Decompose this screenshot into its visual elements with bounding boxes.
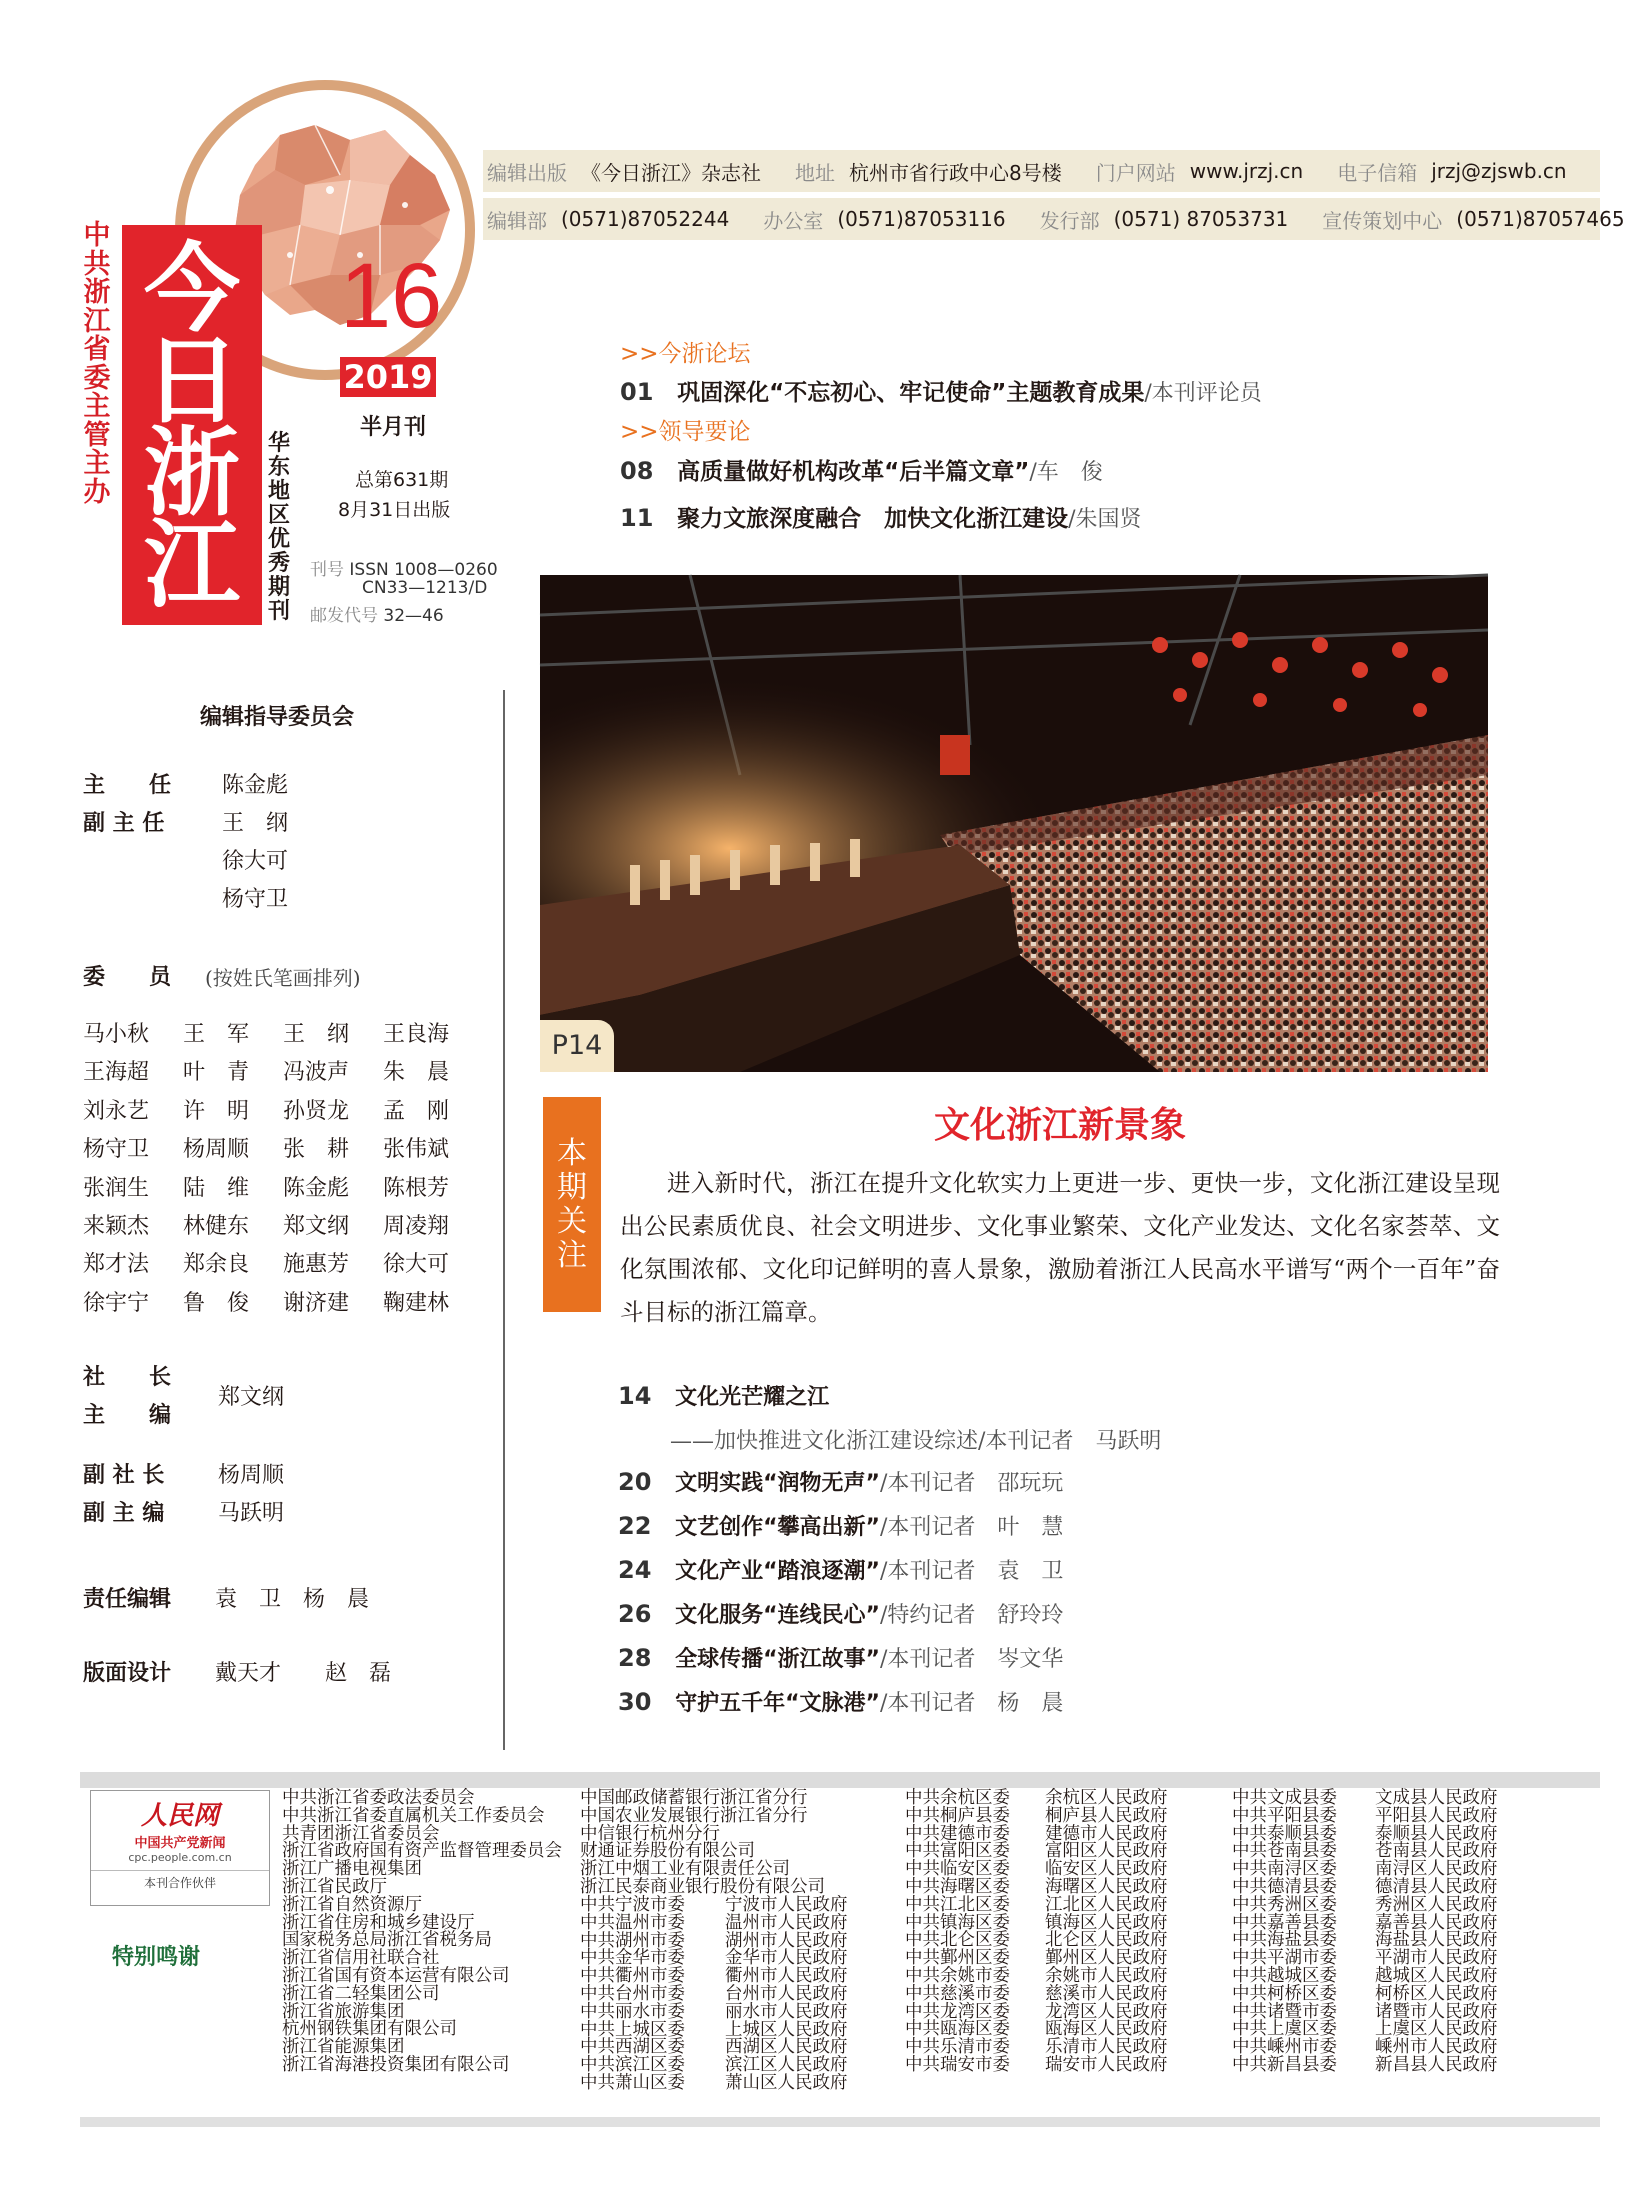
publication-period: 半月刊 <box>360 415 427 440</box>
toc-title: 聚力文旅深度融合 加快文化浙江建设 <box>677 506 1069 532</box>
theater-photo-image <box>540 575 1488 1072</box>
sponsor-item: 苍南县人民政府 <box>1375 1841 1498 1862</box>
member-name: 陆 维 <box>183 1175 250 1201</box>
logo-char: 浙 <box>144 416 240 529</box>
toc-item[interactable] <box>618 1642 1063 1673</box>
sponsor-item: 越城区人民政府 <box>1375 1965 1498 1986</box>
toc-author: /本刊记者 岑文华 <box>880 1647 1064 1672</box>
partner-logo: 人民网 <box>140 1801 219 1831</box>
designers-label: 版面设计 <box>83 1661 172 1686</box>
section-header-forum: >>今浙论坛 <box>620 341 751 367</box>
sponsor-list-1 <box>282 1790 562 2075</box>
sponsor-item: 南浔区人民政府 <box>1375 1859 1498 1880</box>
vice-director-label: 副 主 任 <box>83 811 165 836</box>
partner-tag: 本刊合作伙伴 <box>91 1870 269 1891</box>
sponsor-list-3-left <box>905 1790 1010 2075</box>
toc-title: 文艺创作“攀高出新” <box>675 1515 881 1540</box>
toc-item[interactable] <box>618 1380 829 1411</box>
sponsor-item: 中共上虞区委 <box>1232 2019 1337 2040</box>
toc-item[interactable] <box>618 1598 1063 1629</box>
sponsor-item: 诸暨市人民政府 <box>1375 2001 1498 2022</box>
director-name: 陈金彪 <box>222 773 289 798</box>
sponsor-item: 西湖区人民政府 <box>725 2037 848 2058</box>
postal-label: 邮发代号 <box>310 606 378 626</box>
sponsor-item: 中共慈溪市委 <box>905 1983 1010 2004</box>
chief-editor-label: 主 编 <box>83 1403 172 1428</box>
toc-title: 文明实践“润物无声” <box>675 1471 881 1496</box>
distribution-label: 发行部 <box>1039 208 1100 233</box>
designers-names: 戴天才 赵 磊 <box>215 1661 392 1686</box>
sponsor-item: 泰顺县人民政府 <box>1375 1823 1498 1844</box>
feature-tag-char: 注 <box>557 1237 587 1273</box>
special-thanks: 特别鸣谢 <box>112 1944 201 1970</box>
sponsor-item: 中共萧山区委 <box>580 2072 685 2093</box>
sponsor-item: 中共温州市委 <box>580 1912 685 1933</box>
sponsor-item: 余姚市人民政府 <box>1045 1965 1168 1986</box>
member-name: 郑文纲 <box>283 1213 350 1239</box>
sponsor-item: 中共余姚市委 <box>905 1965 1010 1986</box>
toc-item[interactable] <box>620 453 1103 486</box>
sponsor-item: 中共金华市委 <box>580 1948 685 1969</box>
editorial-label: 编辑部 <box>487 208 547 233</box>
issn-value: ISSN 1008—0260 <box>349 560 498 580</box>
vice-president-name: 杨周顺 <box>218 1463 285 1488</box>
email-label: 电子信箱 <box>1337 160 1418 185</box>
contact-bar-2 <box>483 198 1625 240</box>
president-chief-name: 郑文纲 <box>218 1385 285 1410</box>
toc-page-number: 28 <box>618 1644 652 1672</box>
sponsor-item: 中共海曙区委 <box>905 1876 1010 1897</box>
vice-director-name: 徐大可 <box>222 849 289 874</box>
sponsor-item: 台州市人民政府 <box>725 1983 848 2004</box>
member-name: 谢济建 <box>283 1290 350 1316</box>
sponsor-list-4-left <box>1232 1790 1337 2075</box>
member-name: 徐大可 <box>383 1252 450 1278</box>
sponsor-item: 中共鄞州区委 <box>905 1948 1010 1969</box>
sponsor-item: 丽水市人民政府 <box>725 2001 848 2022</box>
sponsor-item: 中共江北区委 <box>905 1894 1010 1915</box>
members-label: 委 员 <box>83 965 172 990</box>
toc-page-number: 30 <box>618 1688 652 1716</box>
member-name: 郑才法 <box>83 1252 150 1278</box>
toc-author: /本刊记者 袁 卫 <box>880 1559 1064 1584</box>
sponsor-item: 上虞区人民政府 <box>1375 2019 1498 2040</box>
member-name: 叶 青 <box>183 1060 250 1086</box>
member-name: 鲁 俊 <box>183 1290 250 1316</box>
feature-tag-char: 本 <box>557 1135 587 1171</box>
total-issue: 总第631期 <box>355 469 449 491</box>
sponsor-item: 中共临安区委 <box>905 1859 1010 1880</box>
vice-chief-label: 副 主 编 <box>83 1501 165 1526</box>
member-name: 周凌翔 <box>383 1213 450 1239</box>
toc-page-number: 20 <box>618 1468 652 1496</box>
sponsor-item: 中共越城区委 <box>1232 1965 1337 1986</box>
editorial-phone: (0571)87052244 <box>561 207 730 231</box>
sponsor-item: 中共上城区委 <box>580 2019 685 2040</box>
toc-item[interactable] <box>618 1466 1063 1497</box>
sponsor-item: 乐清市人民政府 <box>1045 2037 1168 2058</box>
members-note: (按姓氏笔画排列) <box>205 966 361 990</box>
partner-subtitle: 中国共产党新闻 <box>134 1836 226 1851</box>
sponsor-item: 中共海盐县委 <box>1232 1930 1337 1951</box>
feature-title: 文化浙江新景象 <box>933 1105 1186 1146</box>
sponsor-item: 中共南浔区委 <box>1232 1859 1337 1880</box>
sponsor-item: 共青团浙江省委员会 <box>282 1823 440 1844</box>
toc-title: 巩固深化“不忘初心、牢记使命”主题教育成果 <box>677 380 1145 406</box>
member-name: 朱 晨 <box>383 1060 450 1086</box>
sponsor-item: 中共秀洲区委 <box>1232 1894 1337 1915</box>
sponsor-item: 慈溪市人民政府 <box>1045 1983 1168 2004</box>
feature-photo <box>540 575 1488 1072</box>
page-tab-p14: P14 <box>540 1020 614 1072</box>
sponsor-item: 嵊州市人民政府 <box>1375 2037 1498 2058</box>
toc-author: /特约记者 舒玲玲 <box>880 1603 1064 1628</box>
sponsor-item: 中共北仑区委 <box>905 1930 1010 1951</box>
sponsor-item: 湖州市人民政府 <box>725 1930 848 1951</box>
sponsor-item: 中共柯桥区委 <box>1232 1983 1337 2004</box>
website-value[interactable]: www.jrzj.cn <box>1189 159 1304 183</box>
sponsor-item: 中共镇海区委 <box>905 1912 1010 1933</box>
sponsor-item: 中共嵊州市委 <box>1232 2037 1337 2058</box>
sponsor-item: 中共苍南县委 <box>1232 1841 1337 1862</box>
sponsor-item: 中共瑞安市委 <box>905 2054 1010 2075</box>
sponsor-item: 中共丽水市委 <box>580 2001 685 2022</box>
member-name: 马小秋 <box>83 1022 150 1047</box>
sponsor-item: 中国邮政储蓄银行浙江省分行 <box>580 1788 808 1808</box>
logo-char: 江 <box>144 508 240 621</box>
sponsor-item: 中共衢州市委 <box>580 1966 685 1987</box>
sponsor-list-2b-right <box>725 1897 848 2093</box>
sponsor-item: 温州市人民政府 <box>725 1912 848 1933</box>
member-name: 徐宇宁 <box>83 1290 150 1316</box>
member-name: 陈根芳 <box>383 1175 450 1201</box>
sponsor-item: 浙江省国有资本运营有限公司 <box>282 1965 510 1986</box>
member-name: 张 耕 <box>283 1137 350 1163</box>
sponsor-item: 浙江省旅游集团 <box>282 2001 405 2022</box>
issue-number: 16 <box>340 245 443 347</box>
logo-char: 日 <box>144 324 240 437</box>
toc-page-number: 22 <box>618 1512 652 1540</box>
partner-url: cpc.people.com.cn <box>128 1851 232 1864</box>
sponsor-item: 中共湖州市委 <box>580 1930 685 1951</box>
sponsor-item: 北仑区人民政府 <box>1045 1930 1168 1951</box>
sponsor-item: 金华市人民政府 <box>725 1948 848 1969</box>
office-label: 办公室 <box>763 208 824 233</box>
sponsor-item: 中共富阳区委 <box>905 1841 1010 1862</box>
sponsor-item: 建德市人民政府 <box>1045 1823 1168 1844</box>
sponsor-item: 宁波市人民政府 <box>725 1895 848 1915</box>
toc-title: 文化光芒耀之江 <box>675 1385 830 1410</box>
president-label: 社 长 <box>83 1365 172 1390</box>
sponsor-item: 中国农业发展银行浙江省分行 <box>580 1805 808 1826</box>
sponsor-item: 柯桥区人民政府 <box>1375 1983 1498 2004</box>
committee-title: 编辑指导委员会 <box>200 705 355 730</box>
toc-author: /本刊评论员 <box>1144 381 1262 406</box>
sponsor-item: 海曙区人民政府 <box>1045 1876 1168 1897</box>
toc-author: /本刊记者 叶 慧 <box>880 1515 1064 1540</box>
sponsor-item: 萧山区人民政府 <box>725 2072 848 2093</box>
sponsor-item: 中共平阳县委 <box>1232 1805 1337 1826</box>
sponsor-item: 余杭区人民政府 <box>1045 1788 1168 1808</box>
contact-bar-1 <box>483 150 1600 192</box>
sponsor-item: 瓯海区人民政府 <box>1045 2019 1168 2040</box>
sponsor-item: 中信银行杭州分行 <box>580 1823 720 1844</box>
toc-page-number: 08 <box>620 457 654 485</box>
sponsor-list-4-right <box>1375 1790 1498 2075</box>
feature-body: 进入新时代，浙江在提升文化软实力上更进一步、更快一步，文化浙江建设呈现出公民素质优良、社会文明进步、文化事业繁荣、文化产业发达、文化名家荟萃、文化氛围浓郁、文化印记鲜明的喜人景象，激励着浙江人民高水平谱写“两个一百年”奋斗目标的浙江篇章。 <box>620 1169 1500 1326</box>
sponsor-item: 中共余杭区委 <box>905 1788 1010 1808</box>
toc-page-number: 14 <box>618 1382 652 1410</box>
email-value[interactable]: jrzj@zjswb.cn <box>1431 159 1567 183</box>
sponsor-item: 中共新昌县委 <box>1232 2054 1337 2075</box>
feature-tag-char: 关 <box>557 1203 587 1239</box>
sponsor-item: 浙江省政府国有资产监督管理委员会 <box>282 1841 562 1862</box>
member-name: 张伟斌 <box>383 1137 450 1163</box>
toc-item[interactable] <box>620 374 1262 407</box>
column-divider <box>503 690 505 1750</box>
toc-author: /车 俊 <box>1029 460 1103 485</box>
vice-director-name: 杨守卫 <box>222 887 289 912</box>
sponsor-text: 中共浙江省委主管主办 <box>83 220 111 508</box>
publication-date: 8月31日出版 <box>338 499 451 521</box>
sponsor-item: 上城区人民政府 <box>725 2019 848 2040</box>
sponsor-item: 浙江民泰商业银行股份有限公司 <box>580 1876 825 1897</box>
toc-author: /本刊记者 杨 晨 <box>880 1691 1064 1716</box>
office-phone: (0571)87053116 <box>837 207 1006 231</box>
promo-phone: (0571)87057465 <box>1456 207 1625 231</box>
sponsor-item: 浙江省能源集团 <box>282 2037 405 2058</box>
member-name: 施惠芳 <box>283 1252 350 1278</box>
sponsor-item: 浙江省住房和城乡建设厅 <box>282 1912 475 1933</box>
member-name: 杨周顺 <box>183 1137 250 1163</box>
vice-director-name: 王 纲 <box>222 811 289 836</box>
toc-title: 高质量做好机构改革“后半篇文章” <box>677 459 1030 485</box>
toc-page-number: 26 <box>618 1600 652 1628</box>
sponsor-item: 中共乐清市委 <box>905 2037 1010 2058</box>
sponsor-item: 新昌县人民政府 <box>1375 2054 1498 2075</box>
sponsor-item: 嘉善县人民政府 <box>1375 1912 1498 1933</box>
sponsor-item: 镇海区人民政府 <box>1045 1912 1168 1933</box>
distribution-phone: (0571) 87053731 <box>1113 207 1289 231</box>
member-name: 陈金彪 <box>283 1175 350 1201</box>
feature-tag-char: 期 <box>557 1169 587 1205</box>
member-name: 许 明 <box>183 1098 250 1124</box>
sponsor-item: 龙湾区人民政府 <box>1045 2001 1168 2022</box>
sponsor-item: 中共宁波市委 <box>580 1895 685 1915</box>
member-name: 王海超 <box>83 1060 150 1086</box>
toc-author: /本刊记者 邵玩玩 <box>880 1471 1064 1496</box>
sponsor-item: 中共桐庐县委 <box>905 1805 1010 1826</box>
publisher-label: 编辑出版 <box>487 160 567 185</box>
sponsor-item: 秀洲区人民政府 <box>1375 1894 1498 1915</box>
member-name: 刘永艺 <box>83 1098 150 1124</box>
sponsor-item: 中共龙湾区委 <box>905 2001 1010 2022</box>
toc-title: 全球传播“浙江故事” <box>675 1647 881 1672</box>
sponsor-item: 中共浙江省委政法委员会 <box>282 1788 475 1808</box>
sponsor-item: 海盐县人民政府 <box>1375 1930 1498 1951</box>
toc-subtitle <box>670 1424 1161 1455</box>
member-name: 鞠建林 <box>383 1290 450 1316</box>
toc-page-number: 24 <box>618 1556 652 1584</box>
toc-page-number: 11 <box>620 504 654 532</box>
sponsor-item: 浙江省自然资源厅 <box>282 1894 422 1915</box>
sponsor-item: 中共德清县委 <box>1232 1876 1337 1897</box>
footer-bottom-rule <box>80 2117 1600 2127</box>
sponsor-item: 中共滨江区委 <box>580 2055 685 2076</box>
honor-text: 华东地区优秀期刊 <box>267 431 290 624</box>
sponsor-item: 瑞安市人民政府 <box>1045 2054 1168 2075</box>
sponsor-item: 中共西湖区委 <box>580 2037 685 2058</box>
sponsor-item: 中共诸暨市委 <box>1232 2001 1337 2022</box>
sponsor-item: 衢州市人民政府 <box>725 1966 848 1987</box>
sponsor-item: 滨江区人民政府 <box>725 2055 848 2076</box>
sponsor-item: 浙江省海港投资集团有限公司 <box>282 2054 510 2075</box>
sponsor-item: 平湖市人民政府 <box>1375 1948 1498 1969</box>
sponsor-item: 平阳县人民政府 <box>1375 1805 1498 1826</box>
toc-item[interactable] <box>620 500 1142 533</box>
member-name: 郑余良 <box>183 1252 250 1278</box>
sponsor-item: 中共平湖市委 <box>1232 1948 1337 1969</box>
sponsor-item: 中共建德市委 <box>905 1823 1010 1844</box>
sponsor-item: 江北区人民政府 <box>1045 1894 1168 1915</box>
member-name: 王 军 <box>183 1022 250 1047</box>
toc-page-number: 01 <box>620 378 654 406</box>
postal-line <box>310 601 444 626</box>
sponsor-item: 浙江省信用社联合社 <box>282 1948 440 1969</box>
sponsor-item: 杭州钢铁集团有限公司 <box>282 2019 457 2040</box>
sponsor-item: 国家税务总局浙江省税务局 <box>282 1930 492 1951</box>
logo-char: 今 <box>144 232 240 345</box>
sponsor-item: 浙江省二轻集团公司 <box>282 1983 440 2004</box>
member-name: 孟 刚 <box>383 1098 450 1124</box>
member-name: 孙贤龙 <box>283 1098 350 1124</box>
address-label: 地址 <box>795 160 835 185</box>
sponsor-list-2a <box>580 1790 825 1897</box>
member-name: 王 纲 <box>283 1022 350 1047</box>
issue-year: 2019 <box>340 357 436 397</box>
sponsor-item: 富阳区人民政府 <box>1045 1841 1168 1862</box>
members-grid <box>83 1022 483 1317</box>
editors-label: 责任编辑 <box>83 1587 172 1612</box>
sponsor-item: 临安区人民政府 <box>1045 1859 1168 1880</box>
toc-item[interactable] <box>618 1554 1063 1585</box>
sponsor-item: 浙江省民政厅 <box>282 1876 387 1897</box>
member-name: 王良海 <box>383 1022 450 1047</box>
sponsor-item: 中共瓯海区委 <box>905 2019 1010 2040</box>
member-name: 张润生 <box>83 1175 150 1201</box>
website-label: 门户网站 <box>1095 160 1176 185</box>
sponsor-item: 中共嘉善县委 <box>1232 1912 1337 1933</box>
editors-names: 袁 卫 杨 晨 <box>215 1587 370 1612</box>
toc-title: 守护五千年“文脉港” <box>675 1691 881 1716</box>
section-header-leaders: >>领导要论 <box>620 419 751 445</box>
issn-label: 刊号 <box>310 560 344 580</box>
promo-label: 宣传策划中心 <box>1322 208 1443 233</box>
member-name: 来颖杰 <box>83 1213 150 1239</box>
sponsor-item: 浙江中烟工业有限责任公司 <box>580 1859 790 1880</box>
footer-band <box>80 1772 1600 1788</box>
sponsor-list-3-right <box>1045 1790 1168 2075</box>
sponsor-item: 中共泰顺县委 <box>1232 1823 1337 1844</box>
director-label: 主 任 <box>83 773 172 798</box>
member-name: 林健东 <box>183 1213 250 1239</box>
publisher-value: 《今日浙江》杂志社 <box>581 160 761 185</box>
sponsor-list-2b-left <box>580 1897 685 2093</box>
member-name: 冯波声 <box>283 1060 350 1086</box>
vice-president-label: 副 社 长 <box>83 1463 165 1488</box>
member-name: 杨守卫 <box>83 1137 150 1163</box>
toc-title: 文化服务“连线民心” <box>675 1603 881 1628</box>
sponsor-item: 鄞州区人民政府 <box>1045 1948 1168 1969</box>
sponsor-item: 中共台州市委 <box>580 1983 685 2004</box>
toc-item[interactable] <box>618 1510 1063 1541</box>
vice-chief-name: 马跃明 <box>218 1501 285 1526</box>
sponsor-item: 桐庐县人民政府 <box>1045 1805 1168 1826</box>
cn-value: CN33—1213/D <box>362 578 488 598</box>
sponsor-item: 德清县人民政府 <box>1375 1876 1498 1897</box>
feature-tag <box>543 1097 601 1312</box>
sponsor-item: 财通证券股份有限公司 <box>580 1841 755 1862</box>
magazine-logo <box>122 225 262 625</box>
partner-logo-box <box>90 1790 270 1906</box>
toc-author: /朱国贤 <box>1068 507 1142 532</box>
toc-author: ——加快推进文化浙江建设综述/本刊记者 马跃明 <box>670 1429 1162 1454</box>
postal-value: 32—46 <box>383 606 444 626</box>
sponsor-item: 浙江广播电视集团 <box>282 1859 422 1880</box>
toc-item[interactable] <box>618 1686 1063 1717</box>
toc-title: 文化产业“踏浪逐潮” <box>675 1559 881 1584</box>
sponsor-item: 中共浙江省委直属机关工作委员会 <box>282 1805 545 1826</box>
issn-line <box>310 555 498 580</box>
sponsor-item: 文成县人民政府 <box>1375 1788 1498 1808</box>
address-value: 杭州市省行政中心8号楼 <box>849 160 1062 185</box>
sponsor-item: 中共文成县委 <box>1232 1788 1337 1808</box>
